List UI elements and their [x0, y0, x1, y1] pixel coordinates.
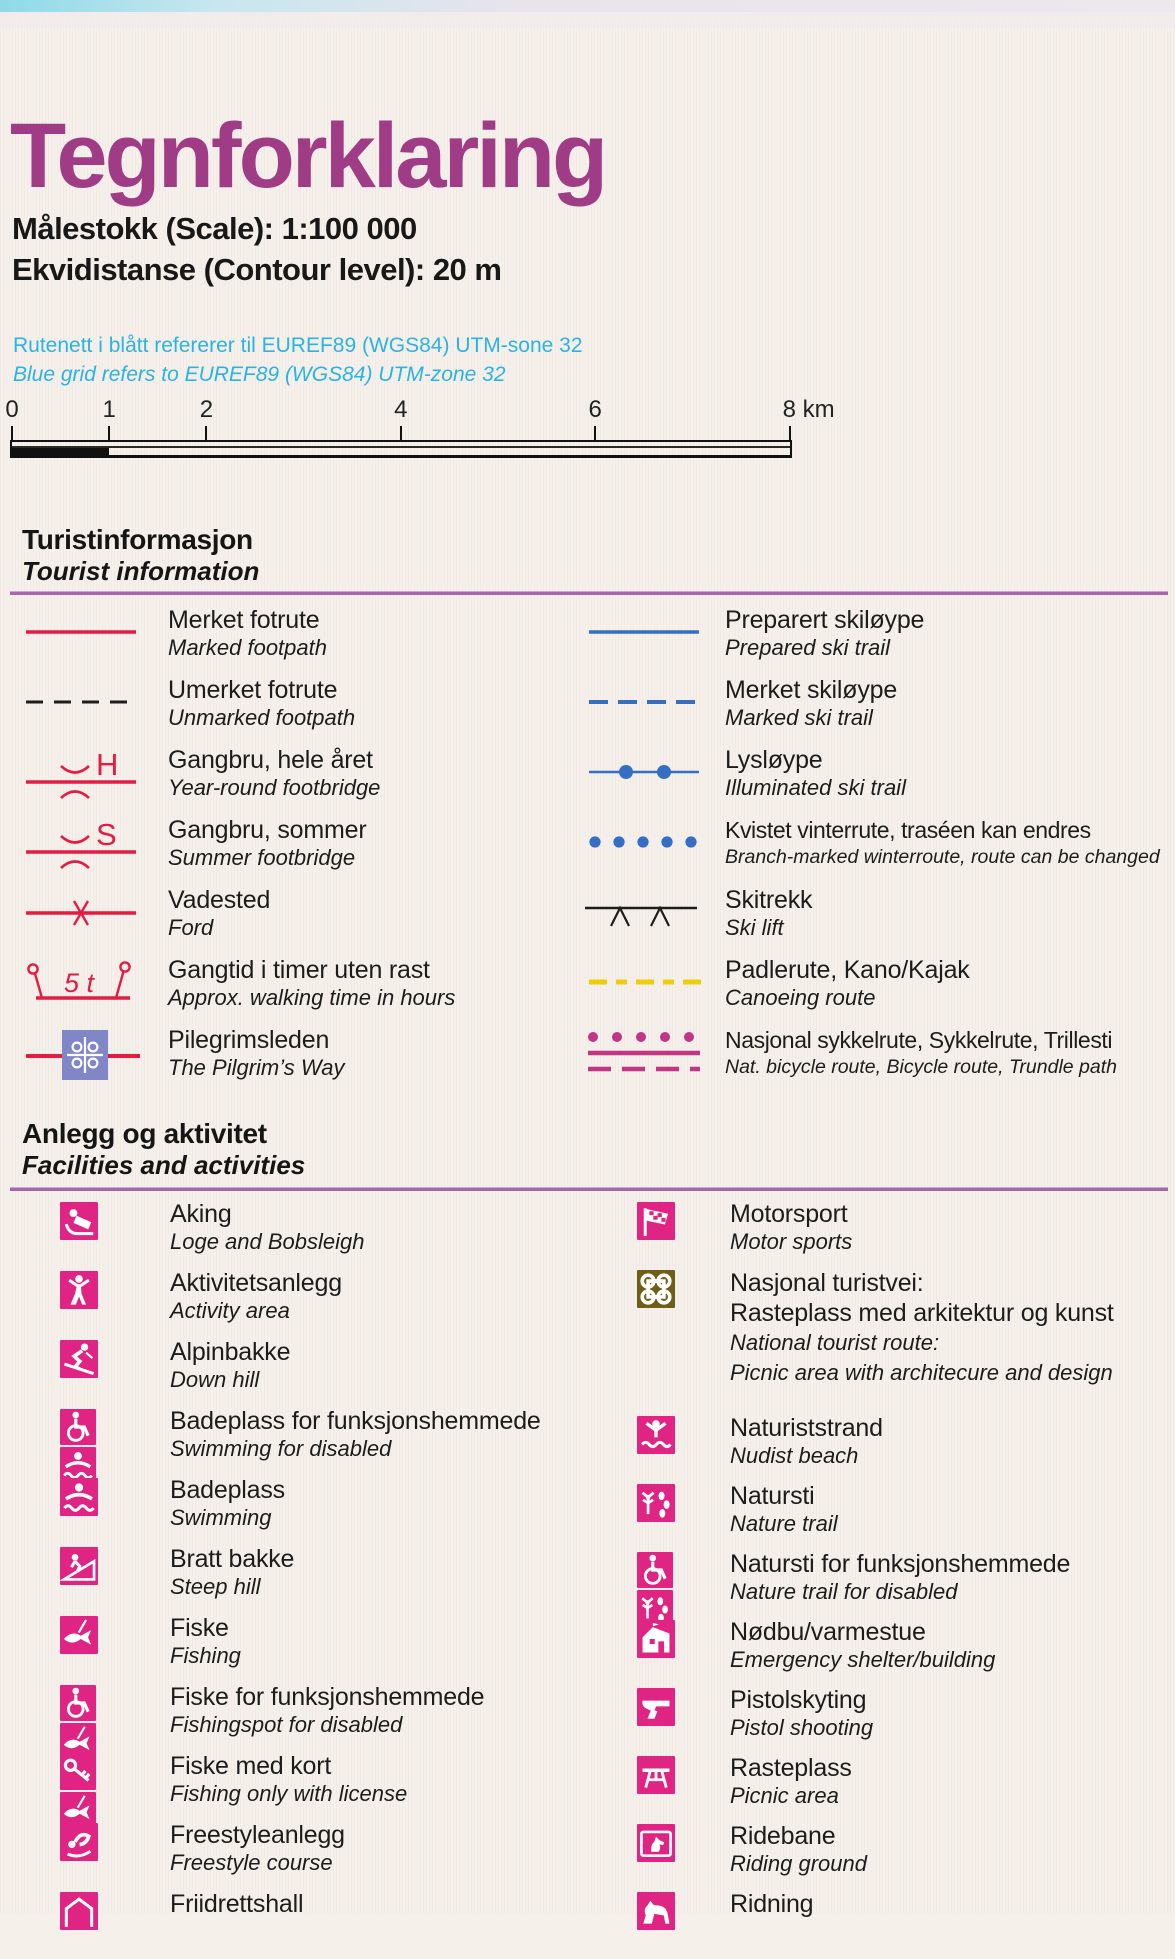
scale-tick-label: 8 km	[782, 396, 835, 423]
legend-item-text	[168, 886, 270, 956]
facility-icon-stack	[637, 1754, 677, 1822]
facility-item	[637, 1822, 1175, 1890]
facility-label-english: Steep hill	[170, 1574, 261, 1599]
facility-label-norwegian: Motorsport	[730, 1200, 848, 1228]
scale-bar-end-cap	[10, 440, 12, 458]
legend-item	[18, 606, 488, 676]
legend-item	[575, 956, 1175, 1026]
scale-bar-filled-segment	[12, 448, 109, 456]
facility-item	[60, 1890, 575, 1959]
legend-item	[18, 956, 488, 1026]
facility-label-norwegian: Badeplass for funksjonshemmede	[170, 1407, 541, 1435]
legend-label-english: Illuminated ski trail	[725, 775, 906, 800]
facility-icon-stack	[60, 1476, 100, 1545]
page-top-edge-band-2	[0, 12, 1175, 28]
facility-item-text	[730, 1268, 1114, 1414]
facility-item	[637, 1686, 1175, 1754]
facility-item	[60, 1338, 575, 1407]
scale-tick-label: 6	[588, 396, 602, 423]
facility-icon-stack	[637, 1550, 677, 1618]
legend-item-text	[168, 606, 327, 676]
tourist-legend-column-left	[18, 606, 488, 1096]
facility-icon-stack	[637, 1482, 677, 1550]
facility-item-text	[730, 1550, 1070, 1618]
facility-item	[60, 1200, 575, 1269]
svg-text:H: H	[96, 747, 119, 782]
facility-item-text	[170, 1890, 303, 1959]
key-icon	[60, 1754, 96, 1790]
legend-item	[575, 886, 1175, 956]
legend-label-norwegian: Kvistet vinterrute, traséen kan endres	[725, 817, 1091, 843]
legend-label-norwegian: Umerket fotrute	[168, 676, 338, 704]
horse-icon	[637, 1892, 675, 1930]
scale-tick-label: 4	[394, 396, 408, 423]
facility-label-english: Picnic area	[730, 1783, 839, 1808]
tourist-route-knot-icon	[637, 1270, 675, 1308]
legend-label-english: Year-round footbridge	[168, 775, 381, 800]
facility-label-english: Activity area	[170, 1298, 290, 1323]
facility-label-norwegian: Badeplass	[170, 1476, 285, 1504]
facility-item-text	[730, 1686, 873, 1754]
facility-icon-stack	[60, 1338, 100, 1407]
grid-reference-note	[13, 331, 583, 389]
facility-label-english: Loge and Bobsleigh	[170, 1229, 365, 1254]
facility-label-english: Fishing	[170, 1643, 241, 1668]
facility-item	[60, 1752, 575, 1821]
legend-label-norwegian: Vadested	[168, 886, 271, 914]
facility-item	[637, 1482, 1175, 1550]
facility-icon-stack	[637, 1822, 677, 1890]
legend-label-english: Marked ski trail	[725, 705, 873, 730]
legend-item	[18, 746, 488, 816]
tourist-section-title-en: Tourist information	[22, 556, 260, 586]
legend-item-text	[168, 816, 366, 886]
bicycle-routes-symbol	[575, 1026, 725, 1096]
facility-label-english-2: Picnic area with architecure and design	[730, 1360, 1113, 1385]
legend-label-english: Unmarked footpath	[168, 705, 356, 730]
facility-label-norwegian: Fiske for funksjonshemmede	[170, 1683, 485, 1711]
blue-dashed-line-symbol	[575, 676, 725, 746]
facility-label-english: Nature trail	[730, 1511, 838, 1536]
facility-label-english: Riding ground	[730, 1851, 867, 1876]
facility-item-text	[170, 1752, 407, 1821]
red-solid-line-symbol	[18, 606, 168, 676]
facility-label-english: Motor sports	[730, 1229, 853, 1254]
facility-label-norwegian: Nasjonal turistvei:	[730, 1269, 924, 1297]
facility-item-text	[170, 1476, 285, 1545]
legend-item	[18, 1026, 488, 1096]
scale-tick-label: 2	[199, 396, 214, 423]
facility-item-text	[730, 1754, 852, 1822]
legend-item-text	[725, 886, 812, 956]
tourist-legend-column-right	[575, 606, 1175, 1096]
facility-label-english: Swimming for disabled	[170, 1436, 392, 1461]
page-top-edge-band	[0, 0, 1175, 12]
facility-label-english: Swimming	[170, 1505, 272, 1530]
facility-label-english: Nudist beach	[730, 1443, 859, 1468]
legend-item-text	[725, 606, 924, 676]
facility-label-norwegian: Rasteplass	[730, 1754, 852, 1782]
facility-label-english: Freestyle course	[170, 1850, 333, 1875]
legend-label-norwegian: Gangtid i timer uten rast	[168, 956, 430, 984]
legend-item-text	[168, 1026, 344, 1096]
scale-tick-label: 0	[5, 396, 19, 423]
legend-label-norwegian: Padlerute, Kano/Kajak	[725, 956, 970, 984]
freestyle-skier-icon	[60, 1823, 98, 1861]
facility-label-english: Fishing only with license	[170, 1781, 408, 1806]
footbridge-symbol	[18, 746, 168, 816]
legend-item	[575, 606, 1175, 676]
legend-item	[18, 886, 488, 956]
facility-item-text	[170, 1269, 342, 1338]
pilgrim-way-symbol	[18, 1026, 168, 1096]
facility-item	[637, 1754, 1175, 1822]
facility-item-text	[170, 1683, 484, 1752]
legend-item	[18, 676, 488, 746]
facility-label-english: Emergency shelter/building	[730, 1647, 996, 1672]
legend-label-english: Canoeing route	[725, 985, 876, 1010]
steep-hill-icon	[60, 1547, 98, 1585]
facility-item	[60, 1614, 575, 1683]
facility-item-text	[170, 1200, 365, 1269]
blue-dots-symbol	[575, 816, 725, 886]
sports-hall-icon	[60, 1892, 98, 1930]
facility-icon-stack	[637, 1686, 677, 1754]
legend-label-english: Branch-marked winterroute, route can be changed	[725, 846, 1160, 868]
checkered-flag-icon	[637, 1202, 675, 1240]
scale-label: Målestokk (Scale): 1:100 000	[12, 211, 417, 246]
facility-item	[60, 1821, 575, 1890]
facility-item-text	[730, 1822, 867, 1890]
legend-label-norwegian: Gangbru, sommer	[168, 816, 367, 844]
facility-icon-stack	[637, 1890, 677, 1958]
legend-label-english: Approx. walking time in hours	[168, 985, 456, 1010]
legend-label-norwegian: Preparert skiløype	[725, 606, 925, 634]
facilities-section-title-no: Anlegg og aktivitet	[22, 1118, 267, 1149]
black-dashed-line-symbol	[18, 676, 168, 746]
facility-item-text	[170, 1614, 241, 1683]
grid-note-english: Blue grid refers to EUREF89 (WGS84) UTM-zone 32	[13, 363, 506, 386]
facility-label-english: Fishingspot for disabled	[170, 1712, 403, 1737]
facility-item-text	[730, 1618, 995, 1686]
legend-label-norwegian: Nasjonal sykkelrute, Sykkelrute, Trillesti	[725, 1027, 1113, 1053]
legend-label-norwegian: Gangbru, hele året	[168, 746, 373, 774]
contour-label: Ekvidistanse (Contour level): 20 m	[12, 252, 502, 287]
legend-item	[575, 676, 1175, 746]
facility-icon-stack	[60, 1752, 100, 1821]
swimmer-icon	[60, 1478, 98, 1516]
legend-label-english: Nat. bicycle route, Bicycle route, Trundle path	[725, 1056, 1117, 1078]
facility-item	[60, 1476, 575, 1545]
picnic-table-icon	[637, 1756, 675, 1794]
wheelchair-icon	[60, 1685, 96, 1721]
footbridge-symbol	[18, 816, 168, 886]
legend-item-text	[168, 676, 355, 746]
facility-icon-stack	[637, 1200, 677, 1268]
legend-label-norwegian: Skitrekk	[725, 886, 813, 914]
legend-item	[575, 816, 1175, 886]
legend-label-english: Prepared ski trail	[725, 635, 891, 660]
facility-item	[637, 1414, 1175, 1482]
facilities-section-title-en: Facilities and activities	[22, 1150, 306, 1180]
facility-label-norwegian: Natursti for funksjonshemmede	[730, 1550, 1071, 1578]
fish-icon	[60, 1616, 98, 1654]
yellow-dashed-line-symbol	[575, 956, 725, 1026]
legend-label-english: Ski lift	[725, 915, 784, 940]
facility-label-norwegian: Alpinbakke	[170, 1338, 291, 1366]
facilities-column-left	[60, 1200, 575, 1959]
legend-item-text	[725, 1026, 1117, 1096]
blue-solid-line-symbol	[575, 606, 725, 676]
facility-item-text	[730, 1890, 813, 1958]
ford-symbol	[18, 886, 168, 956]
shelter-house-icon	[637, 1620, 675, 1658]
grid-note-norwegian: Rutenett i blått refererer til EUREF89 (WGS84) UTM-sone 32	[13, 334, 583, 357]
facility-item	[637, 1618, 1175, 1686]
facility-label-norwegian: Fiske med kort	[170, 1752, 332, 1780]
facility-item-text	[170, 1407, 541, 1476]
facility-item	[637, 1550, 1175, 1618]
horse-arena-icon	[637, 1824, 675, 1862]
wheelchair-icon	[637, 1552, 673, 1588]
facility-item	[637, 1890, 1175, 1958]
facility-item	[60, 1269, 575, 1338]
facility-icon-stack	[637, 1414, 677, 1482]
facility-label-norwegian: Friidrettshall	[170, 1890, 304, 1918]
facility-label-english: Down hill	[170, 1367, 260, 1392]
facility-label-norwegian-2: Rasteplass med arkitektur og kunst	[730, 1299, 1114, 1327]
facility-icon-stack	[60, 1821, 100, 1890]
nudist-bather-icon	[637, 1416, 675, 1454]
facility-label-english: Pistol shooting	[730, 1715, 874, 1740]
facility-label-norwegian: Natursti	[730, 1482, 815, 1510]
legend-item-text	[725, 676, 897, 746]
svg-text:S: S	[96, 817, 117, 852]
facility-label-norwegian: Freestyleanlegg	[170, 1821, 345, 1849]
tourist-section-title-no: Turistinformasjon	[22, 524, 253, 555]
legend-label-english: Summer footbridge	[168, 845, 356, 870]
facility-item	[60, 1545, 575, 1614]
legend-label-norwegian: Merket fotrute	[168, 606, 320, 634]
scale-tick-label: 1	[102, 396, 116, 423]
section-divider-rule	[10, 592, 1168, 595]
facility-icon-stack	[60, 1683, 100, 1752]
sled-icon	[60, 1202, 98, 1240]
ski-lift-symbol	[575, 886, 725, 956]
legend-item	[18, 816, 488, 886]
legend-label-norwegian: Lysløype	[725, 746, 823, 774]
scale-bar-end-cap	[790, 440, 792, 458]
wheelchair-icon	[60, 1409, 96, 1445]
facility-label-norwegian: Aking	[170, 1200, 232, 1228]
legend-label-english: Ford	[168, 915, 214, 940]
facility-icon-stack	[60, 1890, 100, 1959]
facility-label-norwegian: Bratt bakke	[170, 1545, 295, 1573]
alpine-skier-icon	[60, 1340, 98, 1378]
legend-item-text	[725, 746, 906, 816]
nature-trail-icon	[637, 1484, 675, 1522]
facility-icon-stack	[60, 1200, 100, 1269]
scale-bar	[12, 440, 790, 458]
walking-time-symbol	[18, 956, 168, 1026]
activity-person-icon	[60, 1271, 98, 1309]
facility-icon-stack	[637, 1618, 677, 1686]
facility-label-english: Nature trail for disabled	[730, 1579, 958, 1604]
facility-icon-stack	[60, 1545, 100, 1614]
page-title: Tegnforklaring	[10, 104, 606, 207]
facility-item-text	[730, 1200, 852, 1268]
facility-label-norwegian: Aktivitetsanlegg	[170, 1269, 342, 1297]
legend-item-text	[168, 746, 380, 816]
facility-item	[637, 1200, 1175, 1268]
facilities-column-right	[637, 1200, 1175, 1958]
facility-item-text	[170, 1338, 290, 1407]
facility-label-norwegian: Fiske	[170, 1614, 229, 1642]
legend-item-text	[168, 956, 455, 1026]
facility-item-text	[170, 1545, 294, 1614]
section-divider-rule	[10, 1188, 1168, 1191]
scale-info	[12, 208, 501, 290]
facility-item	[60, 1683, 575, 1752]
facility-icon-stack	[60, 1269, 100, 1338]
pistol-icon	[637, 1688, 675, 1726]
facility-icon-stack	[637, 1268, 677, 1414]
facility-item	[637, 1268, 1175, 1414]
facility-label-norwegian: Naturiststrand	[730, 1414, 883, 1442]
facility-label-norwegian: Ridebane	[730, 1822, 836, 1850]
legend-item	[575, 746, 1175, 816]
facility-label-norwegian: Ridning	[730, 1890, 814, 1918]
blue-dot-line-symbol	[575, 746, 725, 816]
legend-label-norwegian: Pilegrimsleden	[168, 1026, 330, 1054]
legend-label-english: The Pilgrim’s Way	[168, 1055, 345, 1080]
facility-label-norwegian: Pistolskyting	[730, 1686, 867, 1714]
legend-label-norwegian: Merket skiløype	[725, 676, 898, 704]
facility-item-text	[170, 1821, 345, 1890]
facility-label-english: National tourist route:	[730, 1330, 940, 1355]
legend-item-text	[725, 956, 970, 1026]
svg-text:5 t: 5 t	[64, 968, 95, 998]
facility-icon-stack	[60, 1407, 100, 1476]
facility-item-text	[730, 1414, 883, 1482]
legend-label-english: Marked footpath	[168, 635, 327, 660]
legend-item-text	[725, 816, 1160, 886]
facility-item-text	[730, 1482, 838, 1550]
facility-icon-stack	[60, 1614, 100, 1683]
legend-item	[575, 1026, 1175, 1096]
facility-label-norwegian: Nødbu/varmestue	[730, 1618, 926, 1646]
facility-item	[60, 1407, 575, 1476]
